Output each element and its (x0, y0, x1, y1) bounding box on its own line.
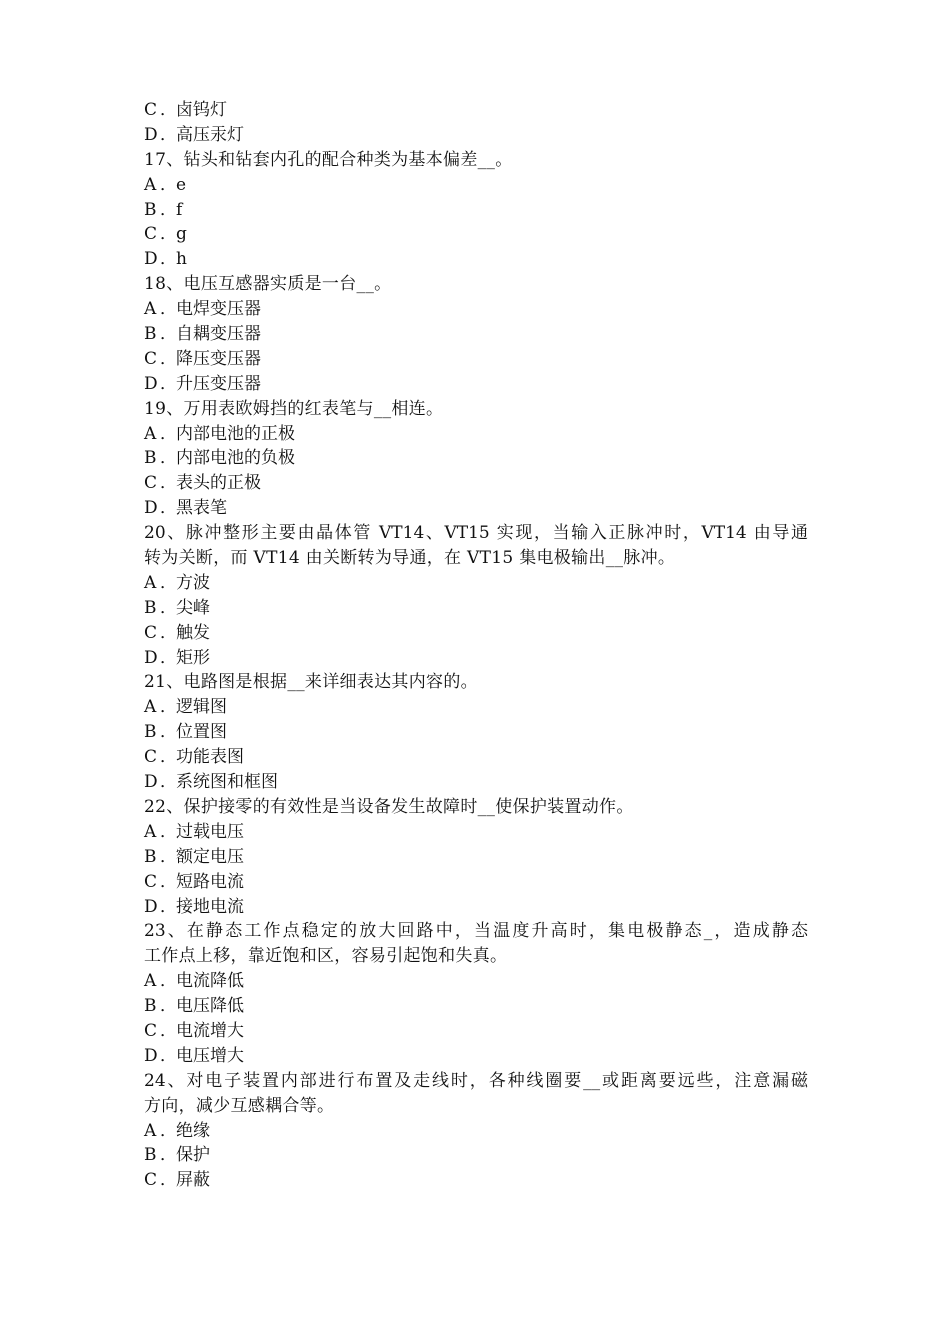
option-text: 电压降低 (176, 996, 244, 1017)
question-line: 24、对电子装置内部进行布置及走线时，各种线圈要__或距离要远些，注意漏磁 (144, 1070, 808, 1091)
question-line: 方向，减少互感耦合等。 (144, 1095, 335, 1116)
answer-option (144, 297, 814, 322)
option-text: 方波 (176, 572, 210, 593)
option-letter: A (144, 174, 157, 195)
option-text: 自耦变压器 (176, 324, 261, 345)
document-page (144, 98, 814, 1193)
answer-option (144, 1044, 814, 1069)
option-text: e (176, 174, 187, 195)
option-separator: ． (160, 896, 177, 917)
option-letter: B (144, 846, 157, 867)
option-separator: ． (160, 324, 177, 345)
answer-option (144, 496, 814, 521)
option-text: 升压变压器 (176, 373, 261, 394)
option-separator: ． (160, 871, 177, 892)
question-line: 工作点上移，靠近饱和区，容易引起饱和失真。 (144, 946, 508, 967)
option-text: 黑表笔 (176, 498, 227, 519)
question-line: 19、万用表欧姆挡的红表笔与__相连。 (144, 398, 444, 419)
option-separator: ． (160, 498, 177, 519)
option-separator: ． (160, 996, 177, 1017)
option-letter: B (144, 597, 157, 618)
question-stem (144, 670, 814, 695)
question-stem (144, 272, 814, 297)
option-letter: B (144, 324, 157, 345)
option-text: 电流增大 (176, 1020, 244, 1041)
option-letter: D (144, 896, 158, 917)
option-separator: ． (160, 1045, 177, 1066)
option-separator: ． (160, 772, 177, 793)
answer-option (144, 1019, 814, 1044)
answer-option (144, 571, 814, 596)
option-letter: C (144, 622, 158, 643)
answer-option (144, 745, 814, 770)
option-letter: D (144, 647, 158, 668)
option-letter: B (144, 199, 157, 220)
option-separator: ． (160, 124, 177, 145)
answer-option (144, 596, 814, 621)
option-separator: ． (160, 1120, 177, 1141)
option-text: 位置图 (176, 722, 227, 743)
option-letter: C (144, 224, 158, 245)
option-separator: ． (160, 249, 177, 270)
answer-option (144, 870, 814, 895)
option-letter: A (144, 1120, 157, 1141)
question-stem (144, 1069, 814, 1119)
answer-option (144, 845, 814, 870)
answer-option (144, 471, 814, 496)
option-letter: A (144, 299, 157, 320)
question-stem (144, 397, 814, 422)
option-text: 电流降低 (176, 971, 244, 992)
option-text: 降压变压器 (176, 348, 261, 369)
answer-option (144, 695, 814, 720)
answer-option (144, 198, 814, 223)
option-separator: ． (160, 448, 177, 469)
answer-option (144, 98, 814, 123)
option-letter: A (144, 821, 157, 842)
option-text: 功能表图 (176, 747, 244, 768)
answer-option (144, 969, 814, 994)
option-separator: ． (160, 473, 177, 494)
answer-option (144, 720, 814, 745)
question-line: 22、保护接零的有效性是当设备发生故障时__使保护装置动作。 (144, 796, 634, 817)
option-separator: ． (160, 597, 177, 618)
option-separator: ． (160, 697, 177, 718)
question-line: 23、在静态工作点稳定的放大回路中，当温度升高时，集电极静态_，造成静态 (144, 921, 808, 942)
option-text: h (176, 249, 187, 270)
question-stem (144, 521, 814, 571)
question-stem (144, 919, 814, 969)
question-line: 17、钻头和钻套内孔的配合种类为基本偏差__。 (144, 149, 513, 170)
option-text: 系统图和框图 (176, 772, 278, 793)
option-separator: ． (160, 299, 177, 320)
option-separator: ． (160, 622, 177, 643)
option-text: 电焊变压器 (176, 299, 261, 320)
answer-option (144, 347, 814, 372)
question-stem (144, 148, 814, 173)
question-line: 18、电压互感器实质是一台__。 (144, 274, 392, 295)
option-separator: ． (160, 199, 177, 220)
answer-option (144, 372, 814, 397)
option-letter: C (144, 348, 158, 369)
answer-option (144, 770, 814, 795)
option-separator: ． (160, 423, 177, 444)
option-text: 高压汞灯 (176, 124, 244, 145)
option-letter: D (144, 249, 158, 270)
option-separator: ． (160, 1170, 177, 1191)
option-letter: C (144, 100, 158, 120)
option-separator: ． (160, 647, 177, 668)
answer-option (144, 646, 814, 671)
question-line: 21、电路图是根据__来详细表达其内容的。 (144, 672, 478, 693)
answer-option (144, 994, 814, 1019)
option-separator: ． (160, 373, 177, 394)
option-text: 矩形 (176, 647, 210, 668)
option-letter: D (144, 1045, 158, 1066)
option-text: 过载电压 (176, 821, 244, 842)
question-stem (144, 795, 814, 820)
option-text: 表头的正极 (176, 473, 261, 494)
option-text: 保护 (176, 1145, 210, 1166)
question-line: 转为关断，而 VT14 由关断转为导通，在 VT15 集电极输出__脉冲。 (144, 548, 676, 569)
option-text: 屏蔽 (176, 1170, 210, 1191)
option-letter: A (144, 697, 157, 718)
option-text: 短路电流 (176, 871, 244, 892)
option-letter: C (144, 473, 158, 494)
option-separator: ． (160, 174, 177, 195)
answer-option (144, 173, 814, 198)
answer-option (144, 222, 814, 247)
option-letter: A (144, 572, 157, 593)
option-text: 逻辑图 (176, 697, 227, 718)
option-letter: D (144, 124, 158, 145)
option-text: 触发 (176, 622, 210, 643)
answer-option (144, 820, 814, 845)
option-separator: ． (160, 747, 177, 768)
option-text: 内部电池的负极 (176, 448, 295, 469)
option-text: 卤钨灯 (176, 100, 227, 120)
option-text: 电压增大 (176, 1045, 244, 1066)
option-text: g (176, 224, 187, 245)
option-text: 内部电池的正极 (176, 423, 295, 444)
option-letter: B (144, 1145, 157, 1166)
option-separator: ． (160, 971, 177, 992)
option-letter: B (144, 996, 157, 1017)
option-text: f (176, 199, 183, 220)
option-separator: ． (160, 722, 177, 743)
option-letter: B (144, 722, 157, 743)
option-letter: D (144, 373, 158, 394)
option-letter: A (144, 423, 157, 444)
option-text: 尖峰 (176, 597, 210, 618)
answer-option (144, 1143, 814, 1168)
option-letter: B (144, 448, 157, 469)
option-letter: D (144, 498, 158, 519)
option-letter: A (144, 971, 157, 992)
answer-option (144, 1168, 814, 1193)
option-separator: ． (160, 846, 177, 867)
option-text: 绝缘 (176, 1120, 210, 1141)
option-separator: ． (160, 572, 177, 593)
option-separator: ． (160, 224, 177, 245)
option-separator: ． (160, 1020, 177, 1041)
option-separator: ． (160, 1145, 177, 1166)
option-letter: D (144, 772, 158, 793)
answer-option (144, 247, 814, 272)
option-letter: C (144, 1020, 158, 1041)
answer-option (144, 322, 814, 347)
question-line: 20、脉冲整形主要由晶体管 VT14、VT15 实现，当输入正脉冲时，VT14 由导通 (144, 523, 808, 544)
option-letter: C (144, 871, 158, 892)
answer-option (144, 446, 814, 471)
answer-option (144, 895, 814, 920)
answer-option (144, 621, 814, 646)
answer-option (144, 422, 814, 447)
option-letter: C (144, 747, 158, 768)
option-separator: ． (160, 100, 177, 120)
option-separator: ． (160, 821, 177, 842)
option-separator: ． (160, 348, 177, 369)
option-text: 额定电压 (176, 846, 244, 867)
answer-option (144, 1119, 814, 1144)
answer-option (144, 123, 814, 148)
option-letter: C (144, 1170, 158, 1191)
option-text: 接地电流 (176, 896, 244, 917)
